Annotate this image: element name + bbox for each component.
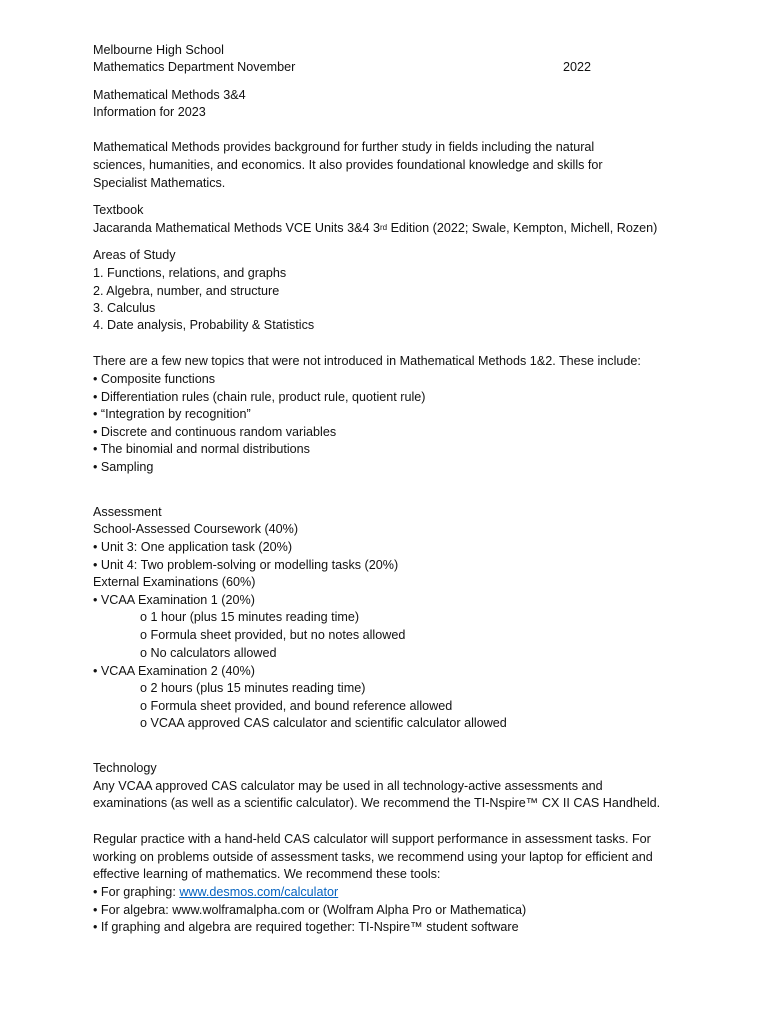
exam1-item: • VCAA Examination 1 (20%)	[93, 593, 255, 607]
edition-superscript: rd	[380, 223, 388, 232]
textbook-title: Jacaranda Mathematical Methods VCE Units 3&4 3	[93, 221, 380, 235]
graphing-label: • For graphing:	[93, 885, 180, 899]
new-topic-item: • The binomial and normal distributions	[93, 442, 310, 456]
intro-line-3: Specialist Mathematics.	[93, 176, 226, 190]
exam1-detail: o Formula sheet provided, but no notes allowed	[140, 628, 406, 642]
technology-para2-line: Regular practice with a hand-held CAS calculator will support performance in assessment tasks. For	[93, 832, 651, 846]
school-name: Melbourne High School	[93, 43, 224, 57]
exam1-detail: o No calculators allowed	[140, 646, 277, 660]
exam2-item: • VCAA Examination 2 (40%)	[93, 664, 255, 678]
info-title: Information for 2023	[93, 105, 206, 119]
technology-para2-line: effective learning of mathematics. We recommend these tools:	[93, 867, 441, 881]
textbook-reference	[93, 220, 657, 237]
area-item: 4. Date analysis, Probability & Statistics	[93, 318, 315, 332]
exam2-detail: o 2 hours (plus 15 minutes reading time)	[140, 681, 366, 695]
exam2-detail: o Formula sheet provided, and bound reference allowed	[140, 699, 453, 713]
intro-line-2: sciences, humanities, and economics. It also provides foundational knowledge and skills for	[93, 158, 603, 172]
areas-heading: Areas of Study	[93, 248, 176, 262]
exam1-detail: o 1 hour (plus 15 minutes reading time)	[140, 610, 360, 624]
external-heading: External Examinations (60%)	[93, 575, 256, 589]
algebra-tool-item: • For algebra: www.wolframalpha.com or (Wolfram Alpha Pro or Mathematica)	[93, 903, 527, 917]
new-topics-intro: There are a few new topics that were not introduced in Mathematical Methods 1&2. These include:	[93, 354, 641, 368]
technology-para1-line: Any VCAA approved CAS calculator may be used in all technology-active assessments and	[93, 779, 603, 793]
new-topic-item: • Discrete and continuous random variables	[93, 425, 337, 439]
technology-heading: Technology	[93, 761, 157, 775]
textbook-details: Edition (2022; Swale, Kempton, Michell, Rozen)	[387, 221, 658, 235]
department-line: Mathematics Department November	[93, 60, 296, 74]
unit3-item: • Unit 3: One application task (20%)	[93, 540, 293, 554]
intro-line-1: Mathematical Methods provides background for further study in fields including the natural	[93, 140, 595, 154]
area-item: 2. Algebra, number, and structure	[93, 284, 280, 298]
new-topic-item: • “Integration by recognition”	[93, 407, 251, 421]
textbook-heading: Textbook	[93, 203, 144, 217]
subject-title: Mathematical Methods 3&4	[93, 88, 246, 102]
new-topic-item: • Differentiation rules (chain rule, product rule, quotient rule)	[93, 390, 426, 404]
technology-para2-line: working on problems outside of assessment tasks, we recommend using your laptop for efficient and	[93, 850, 653, 864]
exam2-detail: o VCAA approved CAS calculator and scientific calculator allowed	[140, 716, 507, 730]
new-topic-item: • Sampling	[93, 460, 154, 474]
graphing-tool-item	[93, 884, 338, 901]
desmos-link[interactable]: www.desmos.com/calculator	[179, 885, 339, 899]
new-topic-item: • Composite functions	[93, 372, 216, 386]
area-item: 3. Calculus	[93, 301, 156, 315]
sac-heading: School-Assessed Coursework (40%)	[93, 522, 299, 536]
combined-tool-item: • If graphing and algebra are required together: TI-Nspire™ student software	[93, 920, 519, 934]
document-year: 2022	[563, 60, 592, 74]
assessment-heading: Assessment	[93, 505, 162, 519]
unit4-item: • Unit 4: Two problem-solving or modelling tasks (20%)	[93, 558, 399, 572]
technology-para1-line: examinations (as well as a scientific calculator). We recommend the TI-Nspire™ CX II CAS Handheld.	[93, 796, 661, 810]
area-item: 1. Functions, relations, and graphs	[93, 266, 287, 280]
